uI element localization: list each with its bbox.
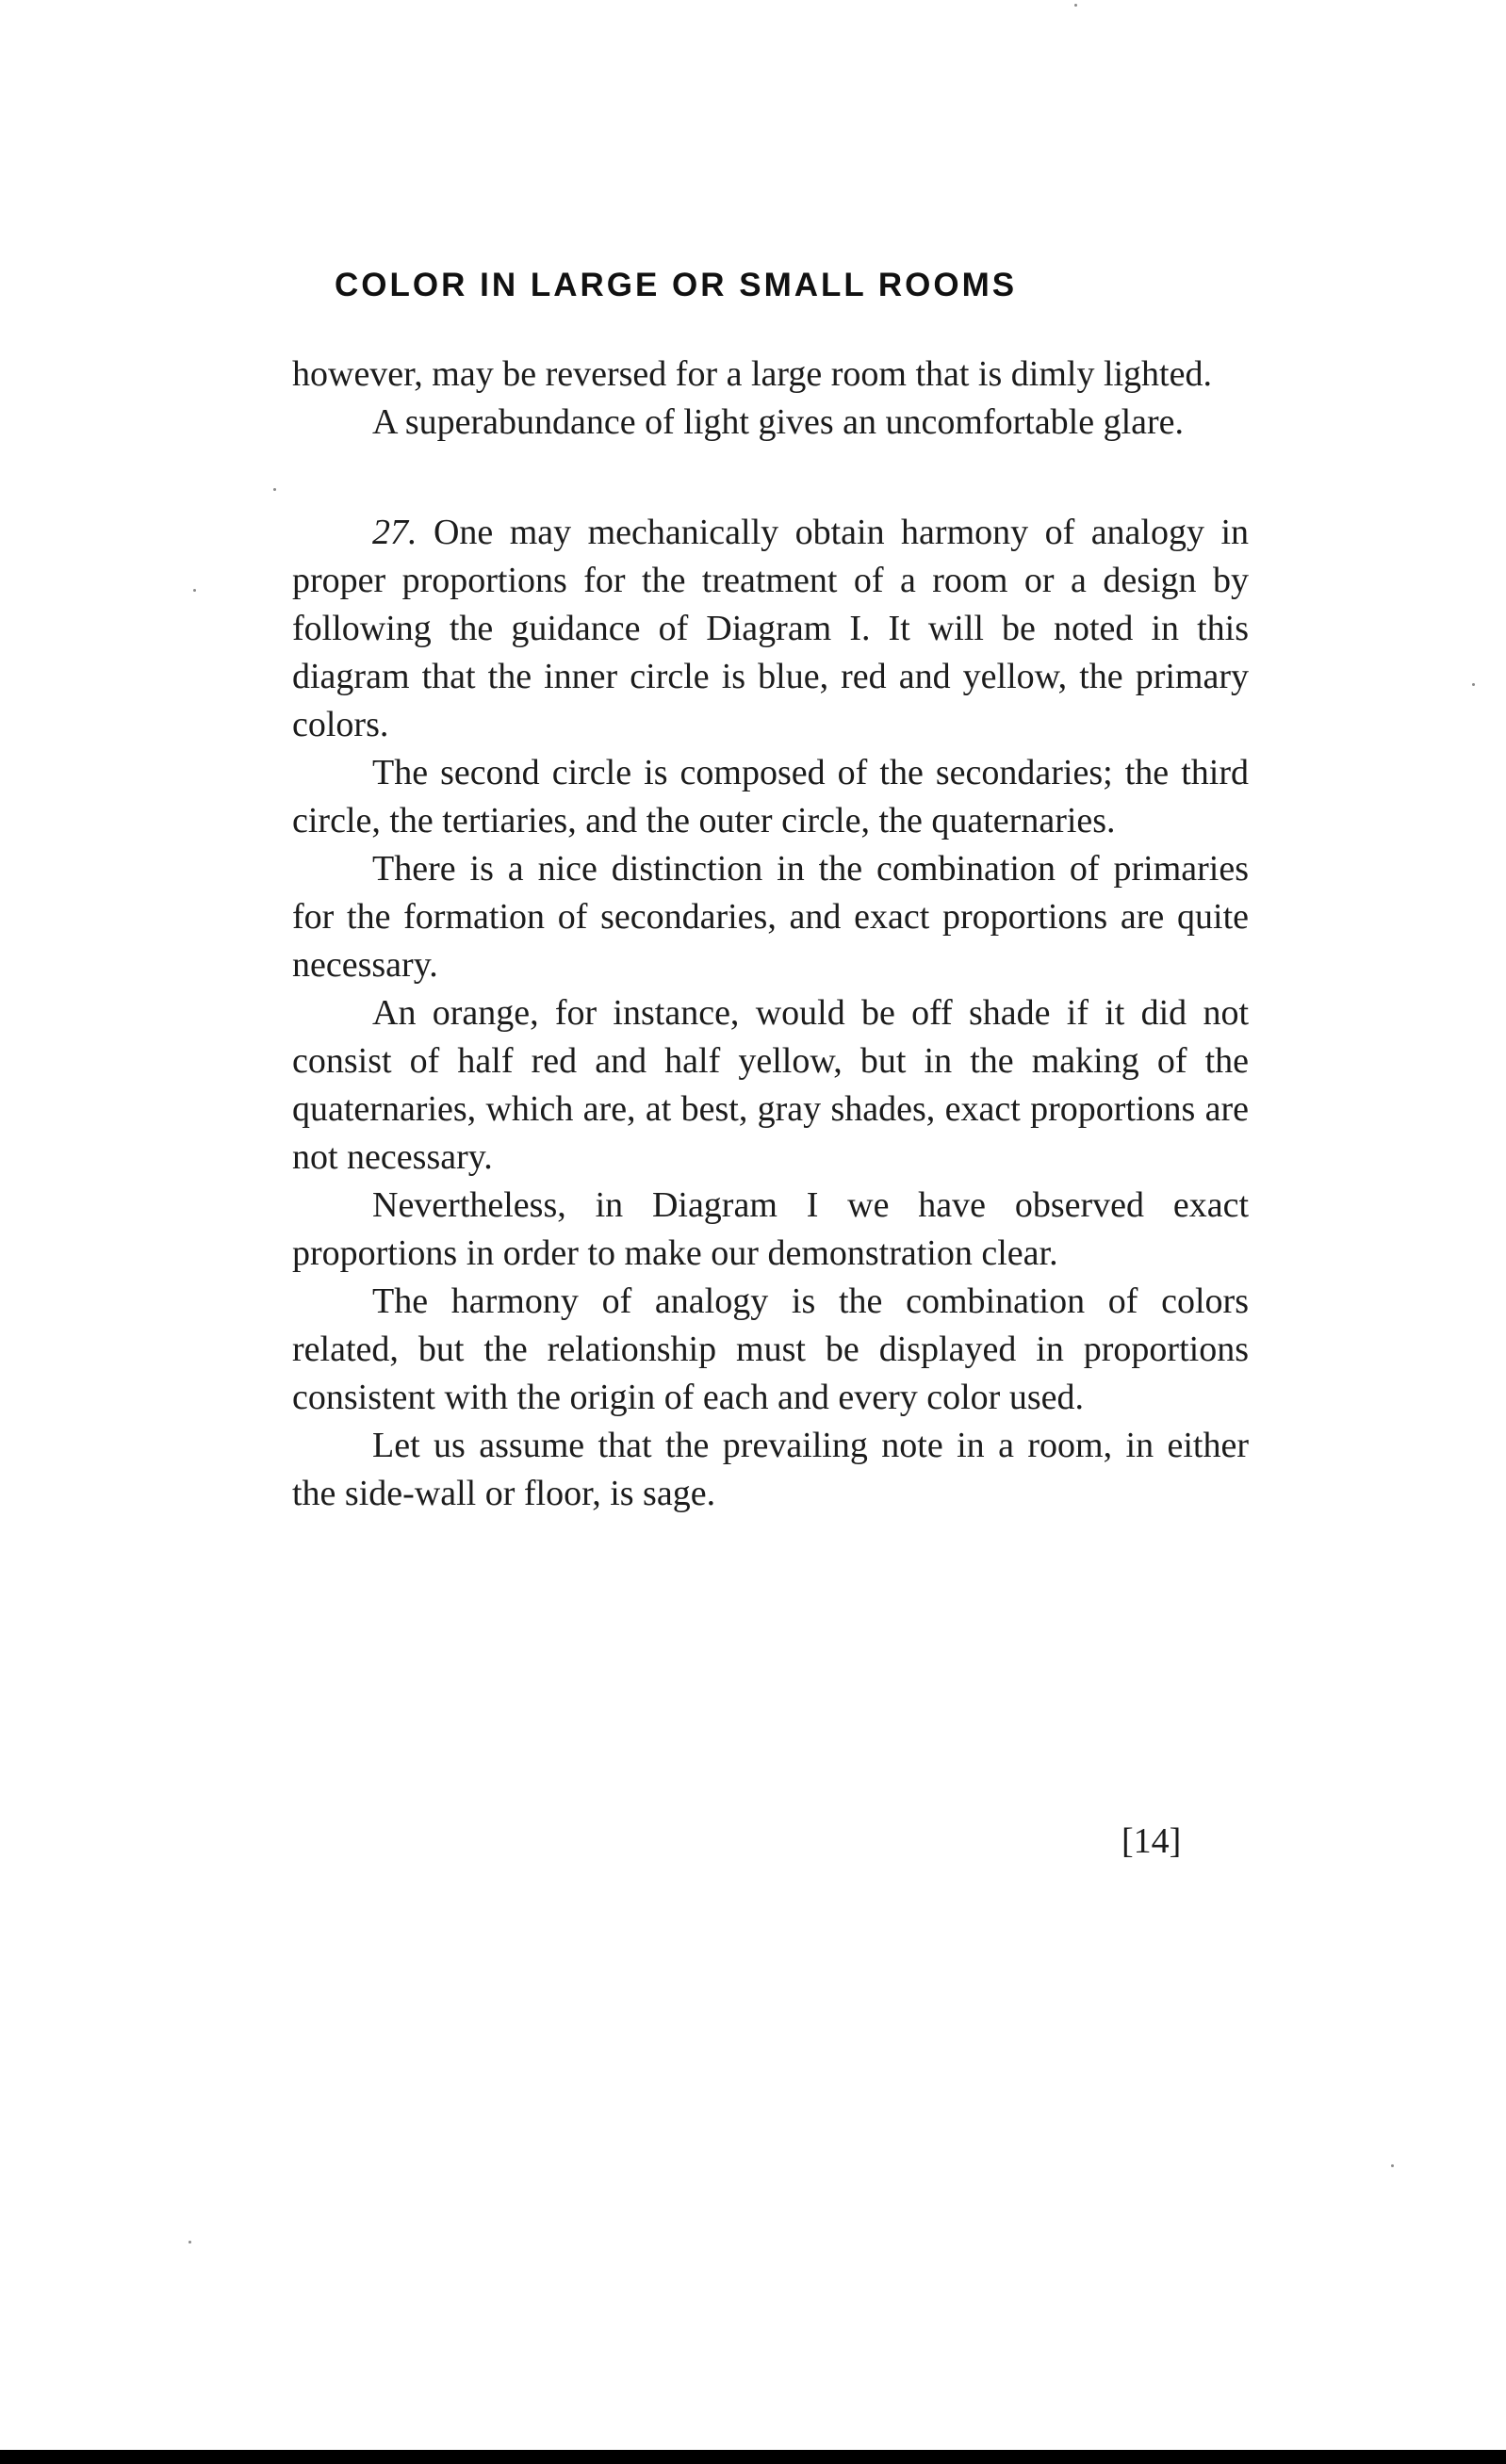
- running-head: COLOR IN LARGE OR SMALL ROOMS: [335, 267, 1018, 303]
- scan-speck: [1472, 683, 1475, 686]
- page-number: [14]: [1121, 1821, 1182, 1861]
- paragraph-27: [292, 509, 1249, 749]
- paragraph-distinction: There is a nice distinction in the combination of primaries for the formation of secondaries, and exact proportions are quite necessary.: [292, 849, 1249, 985]
- scan-border-bottom: [0, 2450, 1506, 2464]
- scan-speck: [273, 488, 276, 491]
- paragraph-27-text: One may mechanically obtain harmony of analogy in proper proportions for the treatment of a room or a design by following the guidance of Diagram I. It will be noted in this diagram that the inner circle is blue, red and yellow, the primary colors.: [292, 513, 1249, 744]
- paragraph-orange: An orange, for instance, would be off shade if it did not consist of half red and half yellow, but in the making of the quaternaries, which are, at best, gray shades, exact proportions are not necessary.: [292, 993, 1249, 1177]
- section-gap: [292, 447, 1249, 509]
- paragraph-second-circle: The second circle is composed of the secondaries; the third circle, the tertiaries, and the outer circle, the quaternaries.: [292, 753, 1249, 840]
- paragraph-nevertheless: Nevertheless, in Diagram I we have observed exact proportions in order to make our demonstration clear.: [292, 1185, 1249, 1273]
- scan-speck: [188, 2241, 191, 2244]
- paragraph-glare: A superabundance of light gives an uncomfortable glare.: [372, 402, 1185, 442]
- scan-speck: [1391, 2164, 1394, 2167]
- scan-speck: [193, 589, 196, 592]
- paragraph-sage: Let us assume that the prevailing note in a room, in either the side-wall or floor, is sage.: [292, 1426, 1249, 1513]
- paragraph-harmony-of-analogy: The harmony of analogy is the combination of colors related, but the relationship must be displayed in proportions consistent with the origin of each and every color used.: [292, 1281, 1249, 1417]
- scan-speck: [1074, 4, 1077, 7]
- paragraph-number: 27.: [372, 513, 417, 552]
- body-text: [292, 351, 1249, 1518]
- paragraph-continued: however, may be reversed for a large room that is dimly lighted.: [292, 354, 1212, 394]
